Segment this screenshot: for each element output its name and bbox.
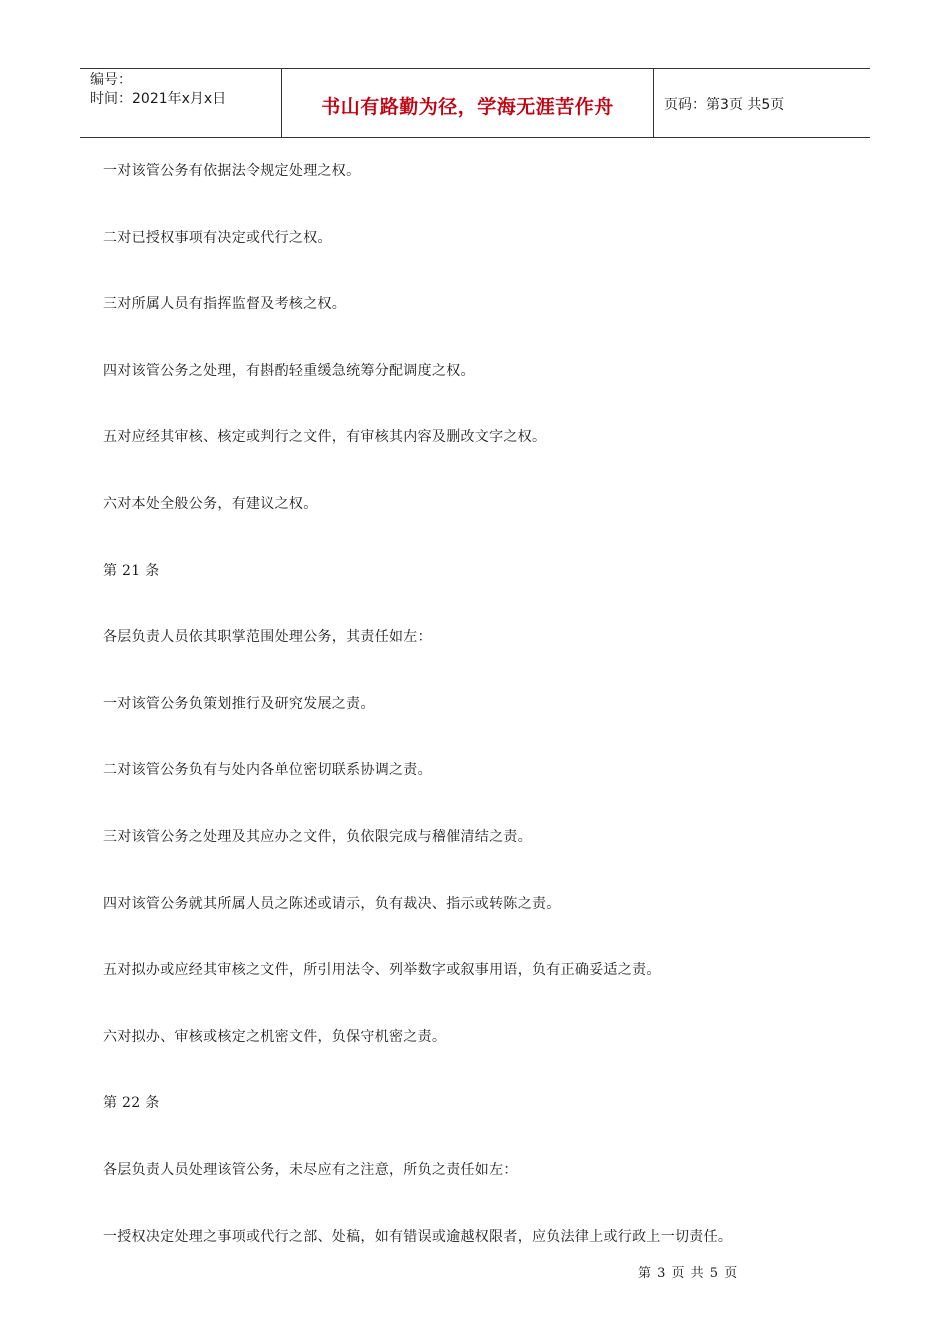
page-footer: 第 3 页 共 5 页 — [638, 1266, 739, 1281]
paragraph: 六对拟办、审核或核定之机密文件，负保守机密之责。 — [103, 1028, 447, 1045]
paragraph: 各层负责人员处理该管公务，未尽应有之注意，所负之责任如左： — [103, 1161, 518, 1178]
paragraph: 四对该管公务之处理，有斟酌轻重缓急统筹分配调度之权。 — [103, 362, 475, 379]
paragraph: 六对本处全般公务，有建议之权。 — [103, 495, 318, 512]
page-header — [80, 68, 870, 138]
article-heading: 第 22 条 — [103, 1095, 160, 1112]
paragraph: 四对该管公务就其所属人员之陈述或请示，负有裁决、指示或转陈之责。 — [103, 895, 561, 912]
paragraph: 各层负责人员依其职掌范围处理公务，其责任如左： — [103, 629, 432, 646]
article-heading: 第 21 条 — [103, 562, 160, 579]
document-number-label: 编号： — [90, 72, 132, 88]
document-body — [103, 158, 863, 1290]
header-page-info: 页码：第3页 共5页 — [664, 97, 785, 113]
paragraph: 一对该管公务有依据法令规定处理之权。 — [103, 163, 361, 179]
paragraph: 五对应经其审核、核定或判行之文件，有审核其内容及删改文字之权。 — [103, 429, 547, 446]
paragraph: 三对所属人员有指挥监督及考核之权。 — [103, 296, 347, 313]
header-meta — [80, 69, 282, 137]
paragraph: 二对已授权事项有决定或代行之权。 — [103, 229, 332, 246]
paragraph: 一授权决定处理之事项或代行之部、处稿，如有错误或逾越权限者，应负法律上或行政上一切责任。 — [103, 1228, 733, 1245]
paragraph: 五对拟办或应经其审核之文件，所引用法令、列举数字或叙事用语，负有正确妥适之责。 — [103, 962, 661, 979]
paragraph: 三对该管公务之处理及其应办之文件，负依限完成与稽催清结之责。 — [103, 828, 532, 845]
paragraph: 一对该管公务负策划推行及研究发展之责。 — [103, 695, 375, 712]
paragraph: 二对该管公务负有与处内各单位密切联系协调之责。 — [103, 762, 432, 779]
document-date-label: 时间：2021年x月x日 — [90, 91, 227, 107]
header-motto: 书山有路勤为径，学海无涯苦作舟 — [282, 69, 654, 137]
